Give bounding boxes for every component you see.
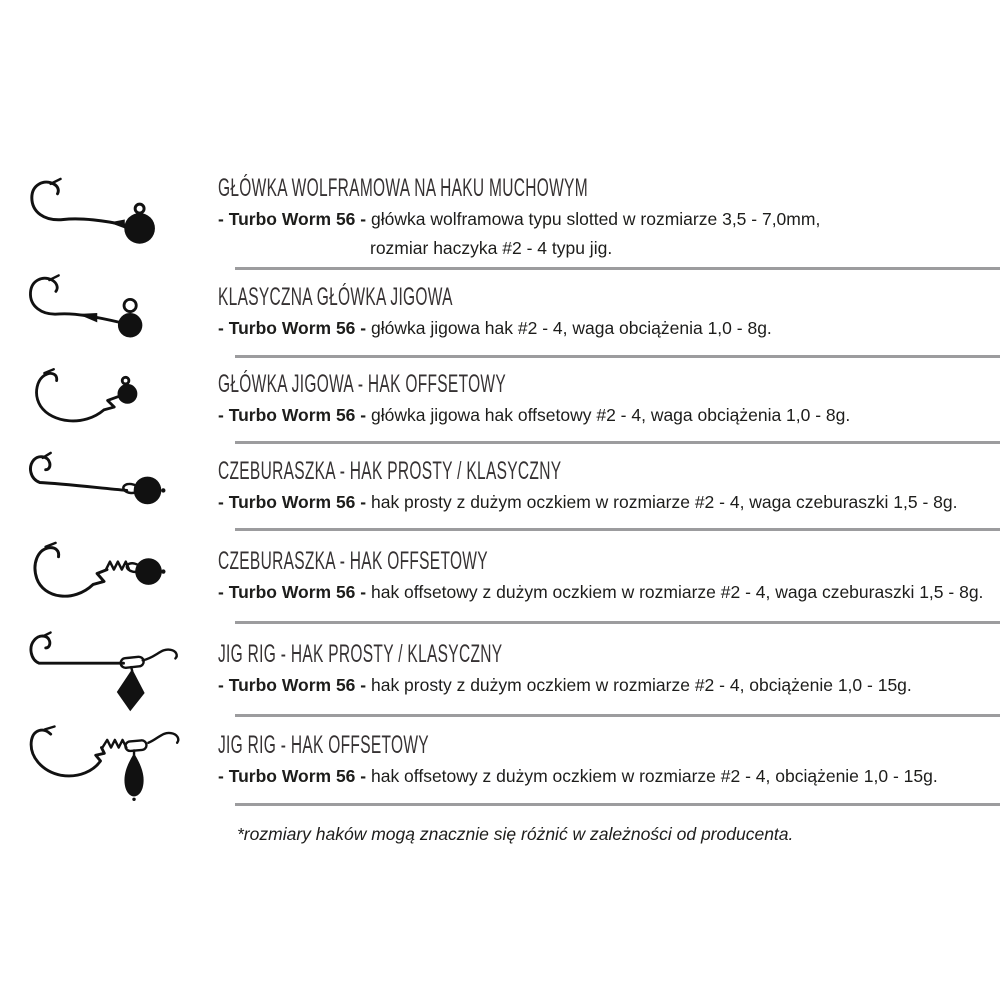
section-jig-rig-straight xyxy=(0,624,1000,714)
section-description xyxy=(218,317,990,339)
product-name: - Turbo Worm 56 - xyxy=(218,491,367,512)
section-text xyxy=(218,546,1000,603)
section-description xyxy=(218,404,990,426)
tungsten-fly-jig-icon xyxy=(0,168,218,267)
footnote: *rozmiary haków mogą znacznie się różnić w zależności od producenta. xyxy=(237,824,794,844)
section-title: GŁÓWKA WOLFRAMOWA NA HAKU MUCHOWYM xyxy=(218,174,588,203)
tungsten-fly-jig-icon xyxy=(16,168,194,267)
classic-jig-head-icon xyxy=(16,266,186,360)
section-divider xyxy=(235,803,1000,806)
section-tungsten-fly xyxy=(0,168,1000,267)
section-description xyxy=(218,765,990,787)
jig-rig-offset-hook-icon xyxy=(16,715,208,806)
product-name: - Turbo Worm 56 - xyxy=(218,318,367,339)
description-text: hak offsetowy z dużym oczkiem w rozmiarze #2 - 4, obciążenie 1,0 - 15g. xyxy=(370,765,938,786)
jig-rig-straight-hook-icon xyxy=(16,621,208,717)
product-name: - Turbo Worm 56 - xyxy=(218,405,367,426)
section-title: KLASYCZNA GŁÓWKA JIGOWA xyxy=(218,283,453,312)
description-text: hak prosty z dużym oczkiem w rozmiarze #2 - 4, waga czeburaszki 1,5 - 8g. xyxy=(370,491,958,512)
jig-rig-offset-hook-icon xyxy=(0,715,218,806)
offset-jig-head-icon xyxy=(16,357,186,442)
cheburashka-straight-hook-icon xyxy=(0,444,218,528)
section-text xyxy=(218,176,1000,258)
cheburashka-offset-hook-icon xyxy=(16,532,194,621)
section-title: CZEBURASZKA - HAK OFFSETOWY xyxy=(218,546,488,575)
section-title: CZEBURASZKA - HAK PROSTY / KLASYCZNY xyxy=(218,456,562,485)
description-text: hak prosty z dużym oczkiem w rozmiarze #2 - 4, obciążenie 1,0 - 15g. xyxy=(370,674,912,695)
section-description xyxy=(218,674,990,696)
description-text: główka jigowa hak #2 - 4, waga obciążenia 1,0 - 8g. xyxy=(370,318,772,339)
product-name: - Turbo Worm 56 - xyxy=(218,209,367,230)
section-classic-jig xyxy=(0,270,1000,355)
description-text: hak offsetowy z dużym oczkiem w rozmiarze #2 - 4, waga czeburaszki 1,5 - 8g. xyxy=(370,581,984,602)
product-name: - Turbo Worm 56 - xyxy=(218,581,367,602)
section-description xyxy=(218,491,990,513)
section-title: JIG RIG - HAK PROSTY / KLASYCZNY xyxy=(218,639,503,668)
section-jig-rig-offset xyxy=(0,717,1000,803)
section-cheburashka-offset xyxy=(0,531,1000,621)
section-text xyxy=(218,372,1000,426)
description-text: główka wolframowa typu slotted w rozmiarze 3,5 - 7,0mm, xyxy=(370,209,821,230)
classic-jig-head-icon xyxy=(0,266,218,360)
section-title: GŁÓWKA JIGOWA - HAK OFFSETOWY xyxy=(218,370,507,399)
section-description xyxy=(218,208,990,230)
section-title: JIG RIG - HAK OFFSETOWY xyxy=(218,730,429,759)
section-text xyxy=(218,730,1000,787)
section-offset-jig xyxy=(0,358,1000,441)
section-text xyxy=(218,285,1000,339)
section-cheburashka-straight xyxy=(0,444,1000,528)
section-text xyxy=(218,639,1000,696)
section-text xyxy=(218,456,1000,513)
description-line2: rozmiar haczyka #2 - 4 typu jig. xyxy=(370,237,613,258)
product-name: - Turbo Worm 56 - xyxy=(218,765,367,786)
jig-rig-straight-hook-icon xyxy=(0,621,218,717)
description-text: główka jigowa hak offsetowy #2 - 4, waga obciążenia 1,0 - 8g. xyxy=(370,405,851,426)
cheburashka-straight-hook-icon xyxy=(16,444,194,528)
offset-jig-head-icon xyxy=(0,357,218,442)
section-description xyxy=(218,581,990,603)
cheburashka-offset-hook-icon xyxy=(0,532,218,621)
product-name: - Turbo Worm 56 - xyxy=(218,674,367,695)
